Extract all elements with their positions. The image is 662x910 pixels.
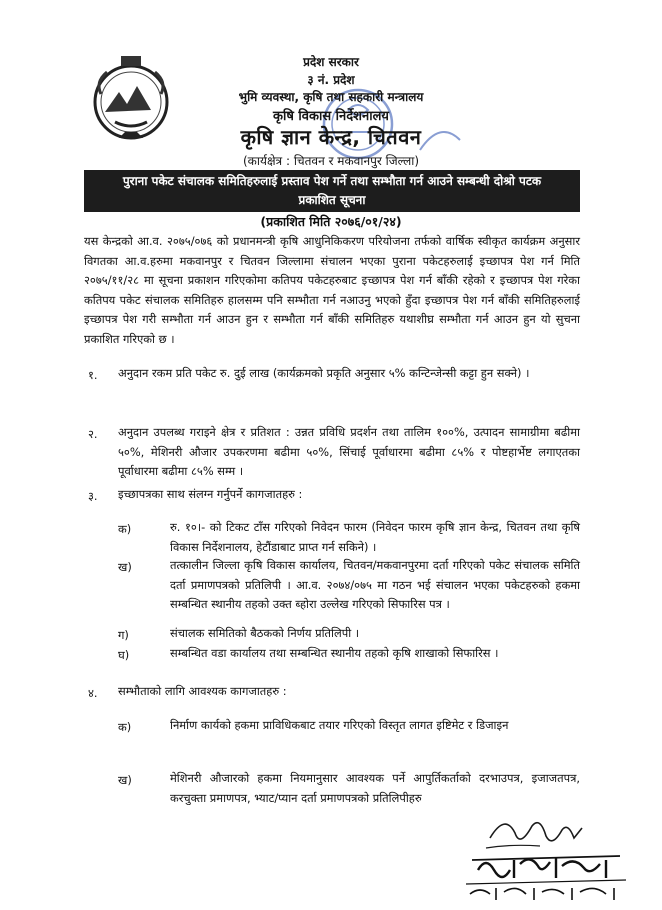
item-3-sub-ga-label: ग)	[118, 628, 129, 642]
ministry-name: भुमि व्यवस्था, कृषि तथा सहकारी मन्त्रालय	[238, 90, 424, 104]
item-1-number: १.	[88, 368, 98, 382]
notice-title-line2: प्रकाशित सूचना	[298, 193, 366, 207]
item-3-text: इच्छापत्रका साथ संलग्न गर्नुपर्ने कागजातहरु :	[118, 487, 303, 501]
item-4-sub-kha-text: मेशिनरी औजारको हकमा नियमानुसार आवश्यक पर्ने आपुर्तिकर्ताको दरभाउपत्र, इजाजतपत्र, करचुक्ता प्रमाणपत्र, भ्याट/प्यान दर्ता प्रमाणपत्रको प्रतिलिपीहरु	[170, 771, 580, 805]
item-4-sub-ka-text: निर्माण कार्यको हकमा प्राविधिकबाट तयार गरिएको विस्तृत लागत इष्टिमेट र डिजाइन	[170, 718, 509, 732]
item-3-sub-kha-text: तत्कालीन जिल्ला कृषि विकास कार्यालय, चितवन/मकवानपुरमा दर्ता गरिएको पकेट संचालक समिति दर्ता प्रमाणपत्रको प्रतिलिपी । आ.व. २०७४/०७५ मा गठन भई संचालन भएका पकेटहरुको हकमा सम्बन्धित स्थानीय तहको उक्त ब्होरा उल्लेख गरिएको सिफारिस पत्र ।	[170, 558, 580, 611]
item-3-sub-ka-label: क)	[118, 522, 132, 536]
item-2-text: अनुदान उपलब्ध गराइने क्षेत्र र प्रतिशत : उन्नत प्रविधि प्रदर्शन तथा तालिम १००%, उत्पादन सामाग्रीमा बढीमा ५०%, मेशिनरी औजार उपकरणमा बढीमा ५०%, सिंचाई पूर्वाधारमा बढीमा ८५% र पोष्टहार्भेष्ट लगाएतका पूर्वाधारमा बढीमा ८५% सम्म ।	[118, 425, 580, 478]
item-4-sub-ka-label: क)	[118, 720, 132, 734]
item-4-number: ४.	[88, 686, 98, 700]
item-3-number: ३.	[88, 489, 98, 503]
govt-name: प्रदेश सरकार	[303, 55, 359, 69]
item-3-sub-ka-text: रु. १०।- को टिकट टाँस गरिएको निवेदन फारम (निवेदन फारम कृषि ज्ञान केन्द्र, चितवन तथा कृषि विकास निर्देशनालय, हेटौंडाबाट प्राप्त गर्न सकिने) ।	[170, 520, 580, 554]
office-name: कृषि ज्ञान केन्द्र, चितवन	[240, 125, 422, 149]
item-4-sub-kha-label: ख)	[118, 773, 132, 787]
province-name: ३ नं. प्रदेश	[307, 73, 355, 87]
office-area: (कार्यक्षेत्र : चितवन र मकवानपुर जिल्ला)	[242, 154, 420, 168]
item-3-sub-gha-text: सम्बन्धित वडा कार्यालय तथा सम्बन्धित स्थानीय तहको कृषि शाखाको सिफारिस ।	[170, 646, 499, 660]
published-date: (प्रकाशित मिति २०७६/०१/२४)	[260, 214, 402, 229]
notice-title-line1: पुराना पकेट संचालक समितिहरुलाई प्रस्ताव पेश गर्ने तथा सम्भौता गर्न आउने सम्बन्धी दोश्रो पटक	[122, 174, 542, 188]
item-3-sub-kha-label: ख)	[118, 560, 132, 574]
notice-title-banner	[84, 170, 580, 212]
directorate-name: कृषि विकास निर्देशनालय	[273, 109, 389, 124]
intro-paragraph: यस केन्द्रको आ.व. २०७५/०७६ को प्रधानमन्त्री कृषि आधुनिकिकरण परियोजना तर्फको वार्षिक स्वीकृत कार्यक्रम अनुसार विगतका आ.व.हरुमा मकवानपुर र चितवन जिल्लामा संचालन भएका पुराना पकेटहरुलाई इच्छापत्र पेश गर्न मिति २०७५/११/२८ मा सूचना प्रकाशन गरिएकोमा कतिपय पकेटहरुबाट इच्छापत्र पेश गर्न बाँकी रहेको र इच्छापत्र पेश गरेका कतिपय पकेट संचालक समितिहरु हालसम्म पनि सम्भौता गर्न नआउनु भएको हुँदा इच्छापत्र पेश गर्न बाँकी समितिहरुलाई इच्छापत्र पेश गरी सम्भौता गर्न आउन हुन र सम्भौता गर्न बाँकी समितिहरु यथाशीघ्र सम्भौता गर्न आउन हुन यो सुचना प्रकाशित गरिएको छ ।	[84, 234, 580, 346]
handwritten-signature	[450, 808, 650, 903]
item-3-sub-gha-label: घ)	[118, 648, 130, 662]
item-3-sub-ga-text: संचालक समितिको बैठकको निर्णय प्रतिलिपी ।	[170, 626, 360, 640]
item-4-text: सम्भौताको लागि आवश्यक कागजातहरु :	[118, 684, 287, 698]
item-1-text: अनुदान रकम प्रति पकेट रु. दुई लाख (कार्यक्रमको प्रकृति अनुसार ५% कन्टिन्जेन्सी कट्टा हुन सक्ने) ।	[118, 366, 530, 380]
item-2-number: २.	[88, 427, 98, 441]
